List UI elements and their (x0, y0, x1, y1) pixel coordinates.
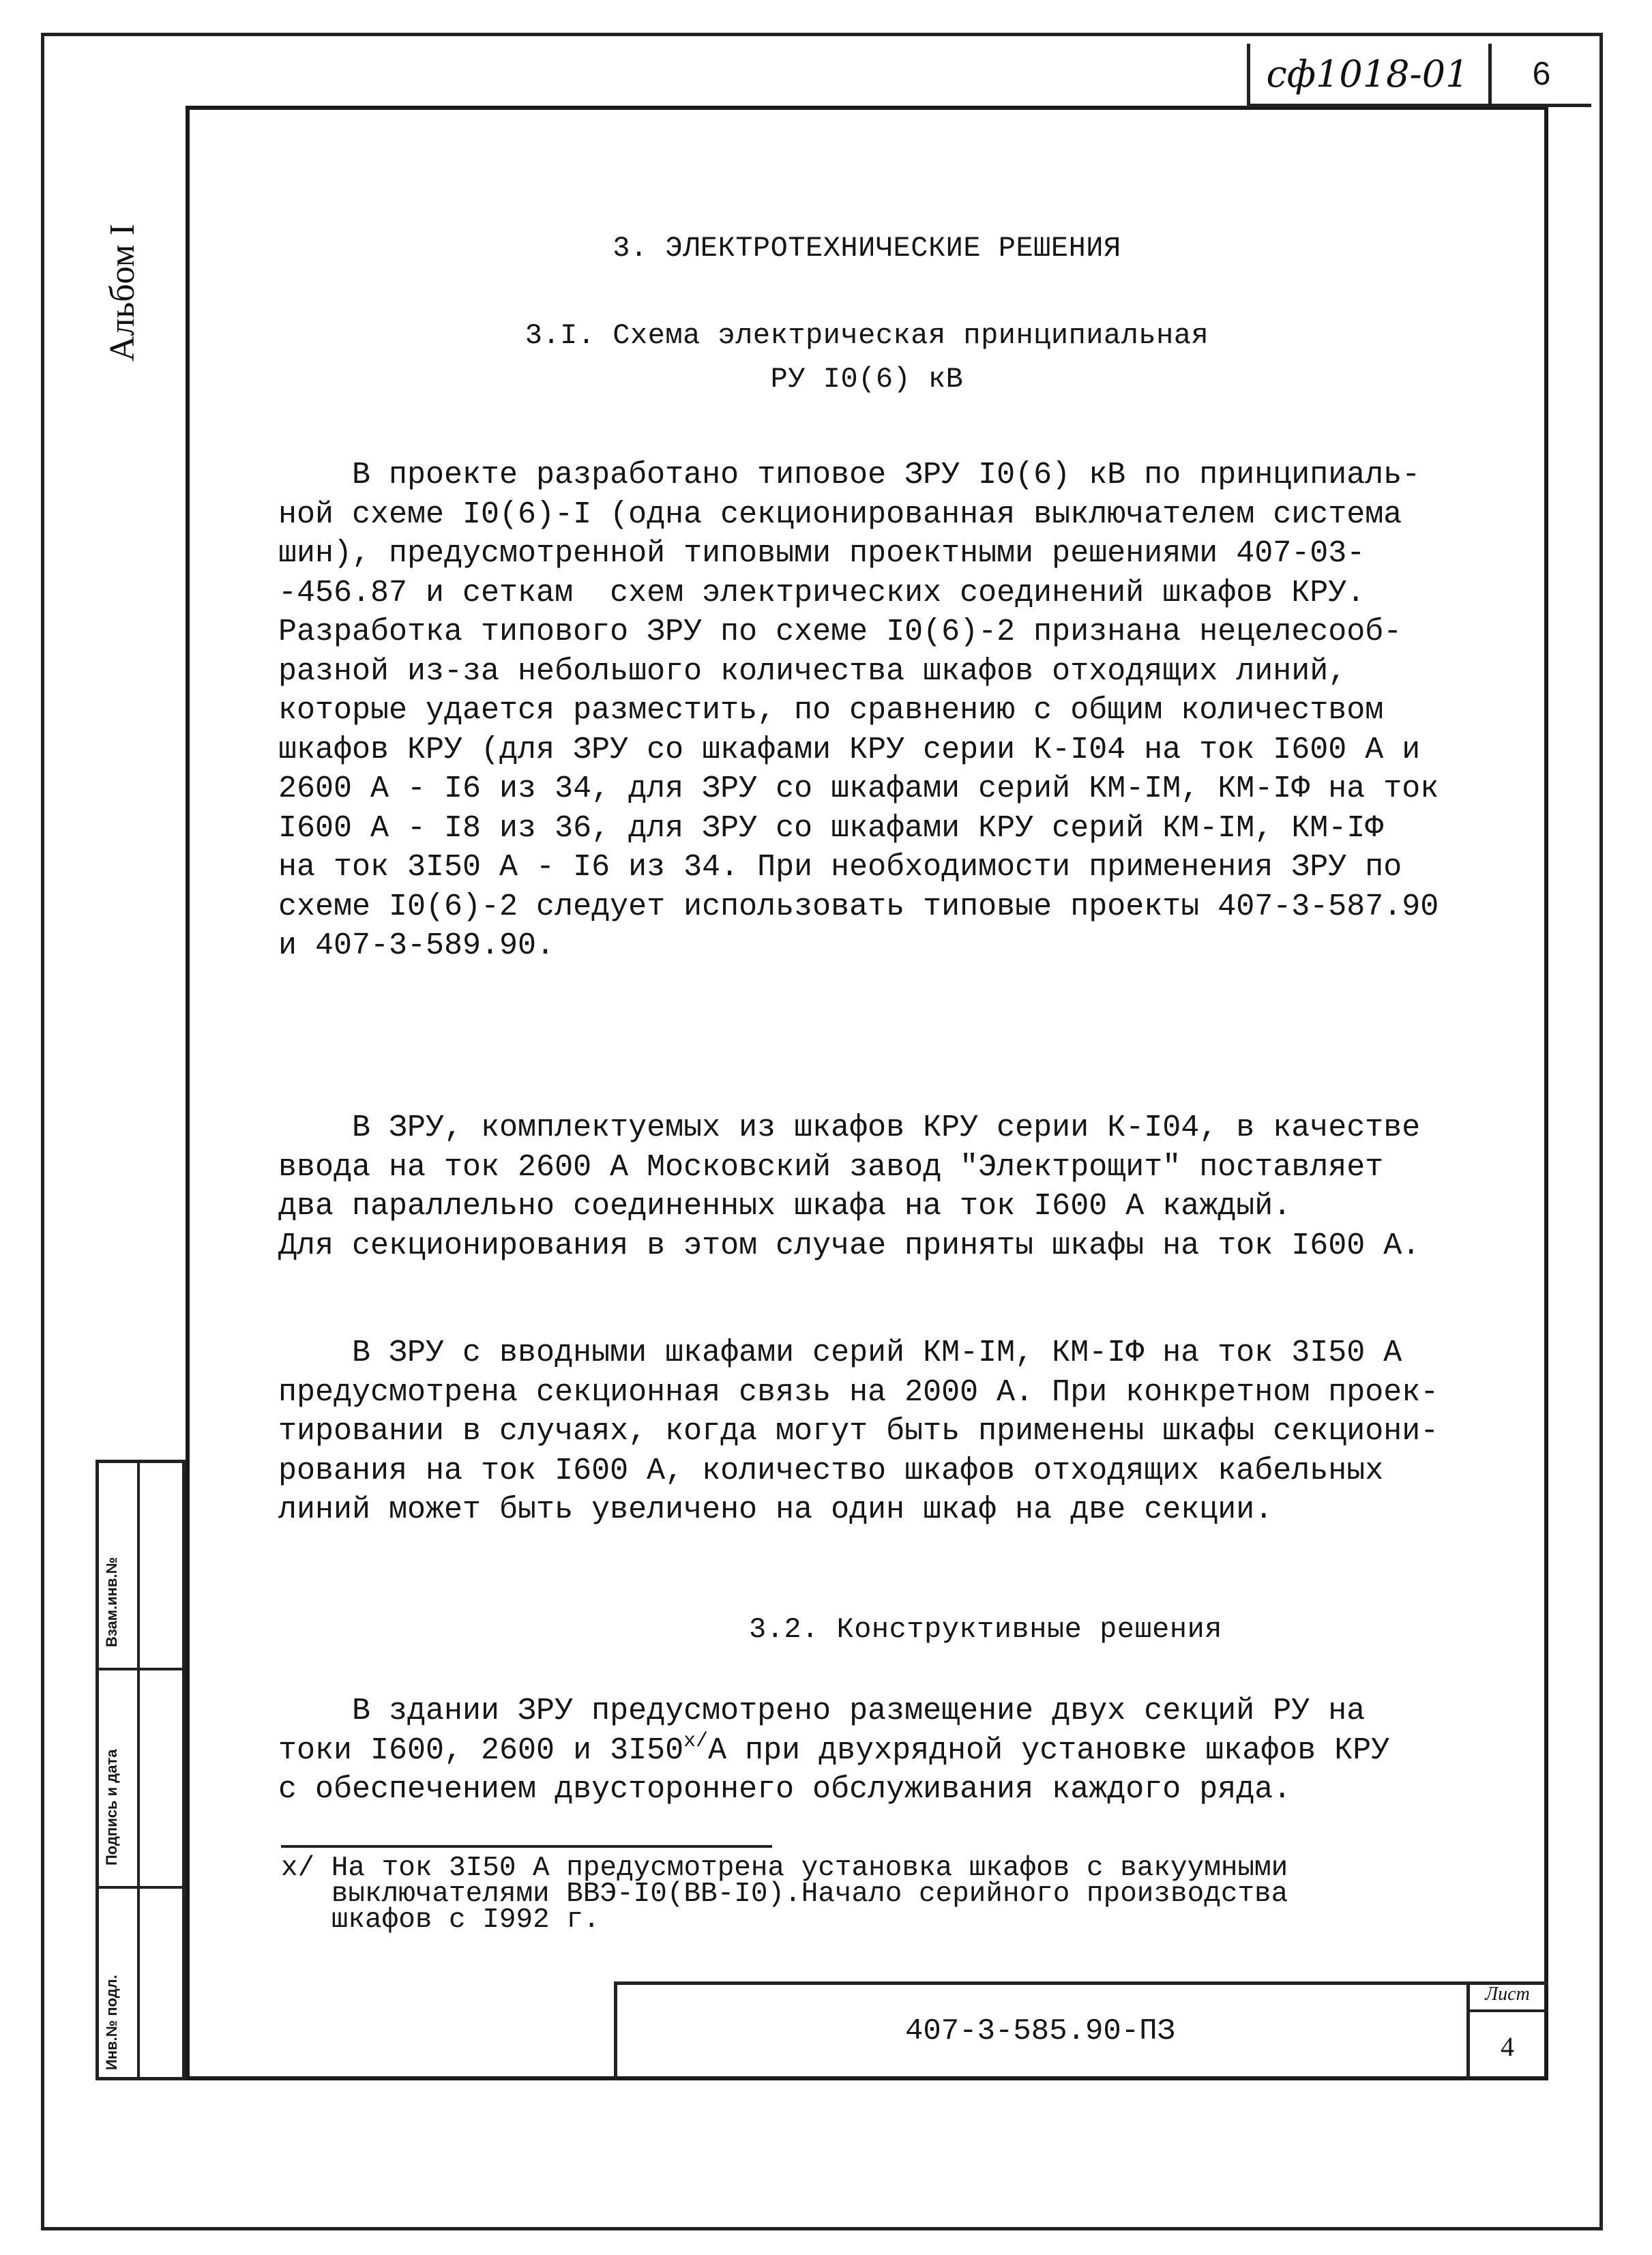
sheet-code-page-number: 6 (1488, 44, 1591, 104)
sheet-label: Лист (1466, 1984, 1548, 2012)
paragraph-line: 2600 А - I6 из 34, для ЗРУ со шкафами серий КМ-IМ, КМ-IФ на ток (278, 771, 1439, 806)
paragraph-4 (278, 1692, 1506, 1810)
paragraph-line: тировании в случаях, когда могут быть применены шкафы секциони- (278, 1414, 1439, 1449)
paragraph-1 (278, 456, 1506, 966)
paragraph-line: В ЗРУ, комплектуемых из шкафов КРУ серии К-I04, в качестве (278, 1110, 1421, 1145)
paragraph-line (278, 1731, 1506, 1771)
paragraph-line: -456.87 и сеткам схем электрических соединений шкафов КРУ. (278, 575, 1366, 610)
stamp-row-divider (99, 1668, 182, 1670)
paragraph-line: линий может быть увеличено на один шкаф на две секции. (278, 1492, 1273, 1527)
paragraph-line: разной из-за небольшого количества шкафов отходящих линий, (278, 653, 1347, 689)
stamp-label-replacement-inv: Взам.инв.№ (103, 1557, 120, 1647)
subsection-1-title-line1: 3.I. Схема электрическая принципиальная (525, 319, 1209, 352)
stamp-row-divider (99, 1886, 182, 1889)
paragraph-line: предусмотрена секционная связь на 2000 А. При конкретном проек- (278, 1374, 1439, 1410)
document-number: 407-3-585.90-ПЗ (904, 2014, 1176, 2048)
sheet-number: 4 (1501, 2031, 1514, 2062)
album-label: Альбом I (103, 224, 142, 362)
paragraph-2 (278, 1108, 1506, 1265)
paragraph-line: на ток 3I50 А - I6 из 34. При необходимости применения ЗРУ по (278, 850, 1402, 885)
paragraph-line: В проекте разработано типовое ЗРУ I0(6) кВ по принципиаль- (278, 458, 1421, 492)
footnote (281, 1853, 1522, 1936)
paragraph-line: с обеспечением двустороннего обслуживания каждого ряда. (278, 1772, 1292, 1807)
stamp-label-original-inv: Инв.№ подл. (103, 1975, 120, 2070)
paragraph-line: и 407-3-589.90. (278, 928, 555, 963)
paragraph-line: ввода на ток 2600 А Московский завод "Электрощит" поставляет (278, 1149, 1384, 1185)
paragraph-line: которые удается разместить, по сравнению с общим количеством (278, 693, 1384, 728)
paragraph-line: Для секционирования в этом случае приняты шкафы на ток I600 А. (278, 1228, 1421, 1263)
section-title: 3. ЭЛЕКТРОТЕХНИЧЕСКИЕ РЕШЕНИЯ (613, 232, 1121, 265)
paragraph-line: Разработка типового ЗРУ по схеме I0(6)-2 признана нецелесооб- (278, 615, 1402, 649)
handwritten-code: сф1018-01 (1266, 52, 1469, 95)
paragraph-line: рования на ток I600 А, количество шкафов отходящих кабельных (278, 1453, 1384, 1488)
paragraph-line-part: токи I600, 2600 и 3I50 (278, 1733, 684, 1768)
subsection-1-title-line2: РУ I0(6) кВ (770, 363, 964, 396)
paragraph-line: В здании ЗРУ предусмотрено размещение двух секций РУ на (278, 1694, 1366, 1728)
paragraph-line: два параллельно соединенных шкафа на ток I600 А каждый. (278, 1189, 1292, 1224)
subsection-2-title: 3.2. Конструктивные решения (748, 1613, 1222, 1646)
approval-stamp (95, 1460, 186, 2080)
paragraph-line: ной схеме I0(6)-I (одна секционированная выключателем система (278, 497, 1402, 532)
paragraph-line-part: А при двухрядной установке шкафов КРУ (708, 1733, 1390, 1768)
footnote-marker: х/ (683, 1729, 709, 1753)
paragraph-line: В ЗРУ с вводными шкафами серий КМ-IМ, КМ-IФ на ток 3I50 А (278, 1336, 1402, 1370)
paragraph-line: шин), предусмотренной типовыми проектными решениями 407-03- (278, 536, 1366, 571)
paragraph-line: I600 А - I8 из 36, для ЗРУ со шкафами КРУ серий КМ-IМ, КМ-IФ (278, 810, 1384, 846)
paragraph-3 (278, 1333, 1506, 1530)
paragraph-line: шкафов КРУ (для ЗРУ со шкафами КРУ серии К-I04 на ток I600 А и (278, 732, 1421, 767)
footnote-rule (281, 1845, 772, 1848)
footnote-line: выключателями ВВЭ-I0(ВВ-I0).Начало серийного производства (281, 1878, 1288, 1910)
paragraph-line: схеме I0(6)-2 следует использовать типовые проекты 407-3-587.90 (278, 889, 1439, 924)
footnote-line: х/ На ток 3I50 А предусмотрена установка шкафов с вакуумными (281, 1853, 1288, 1884)
stamp-label-signature-date: Подпись и дата (103, 1749, 120, 1866)
stamp-column-divider (137, 1463, 140, 2077)
footnote-line: шкафов с I992 г. (281, 1904, 600, 1936)
